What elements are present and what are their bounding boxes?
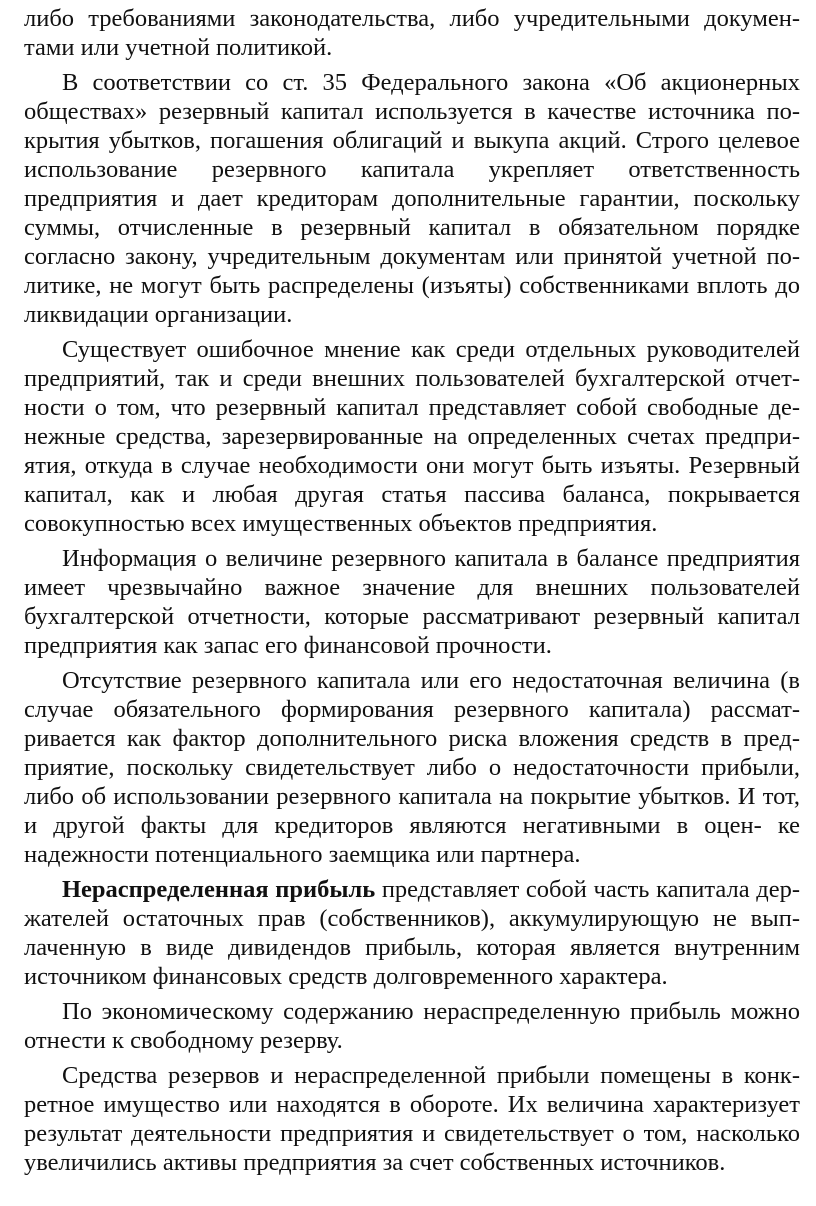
paragraph-free-reserve [24,997,800,1055]
paragraph-text: В соответствии со ст. 35 Федерального закона «Об акционерных обществах» резервный капитал используется в качестве источника покрытия убытков, погашения облигаций и выкупа акций. Строго целевое использование резервного капитала укрепляет ответственность предприятия и дает кредиторам дополнительные гарантии, поскольку суммы, отчисленные в резервный капитал в обязательном порядке согласно закону, учредительным документам или принятой учетной политике, не могут быть распределены (изъяты) собственниками вплоть до ликвидации организации. [24,69,800,328]
paragraph-text: Информация о величине резервного капитала в балансе предприятия имеет чрезвычайно важное значение для внешних пользователей бухгалтерской отчетности, которые рассматривают резервный капитал предприятия как запас его финансовой прочности. [24,545,800,659]
paragraph-text: либо требованиями законодательства, либо учредительными документами или учетной политикой. [24,5,800,61]
paragraph-text: Средства резервов и нераспределенной прибыли помещены в конкретное имущество или находятся в обороте. Их величина характеризует результат деятельности предприятия и свидетельствует о том, насколько увеличились активы предприятия за счет собственных источников. [24,1062,800,1176]
paragraph-text: представляет собой часть капитала держателей остаточных прав (собственников), аккумулирующую не выплаченную в виде дивидендов прибыль, которая является внутренним источником финансовых средств долговременного характера. [24,876,800,990]
paragraph-balance-information [24,544,800,660]
document-page [24,4,800,1183]
paragraph-reserve-capital-law [24,68,800,329]
paragraph-retained-earnings [24,875,800,991]
paragraph-absence-risk [24,666,800,869]
paragraph-text: Существует ошибочное мнение как среди отдельных руководителей предприятий, так и среди внешних пользователей бухгалтерской отчетности о том, что резервный капитал представляет собой свободные денежные средства, зарезервированные на определенных счетах предприятия, откуда в случае необходимости они могут быть изъяты. Резервный капитал, как и любая другая статья пассива баланса, покрывается совокупностью всех имущественных объектов предприятия. [24,336,800,537]
paragraph-continuation [24,4,800,62]
paragraph-text: Отсутствие резервного капитала или его недостаточная величина (в случае обязательного формирования резервного капитала) рассматривается как фактор дополнительного риска вложения средств в предприятие, поскольку свидетельствует либо о недостаточности прибыли, либо об использовании резервного капитала на покрытие убытков. И тот, и другой факты для кредиторов являются негативными в оцен- ке надежности потенциального заемщика или партнера. [24,667,800,868]
paragraph-assets-growth [24,1061,800,1177]
term-retained-earnings: Нераспределенная прибыль [62,876,376,903]
paragraph-misconception [24,335,800,538]
paragraph-text: По экономическому содержанию нераспределенную прибыль можно отнести к свободному резерву. [24,998,800,1054]
